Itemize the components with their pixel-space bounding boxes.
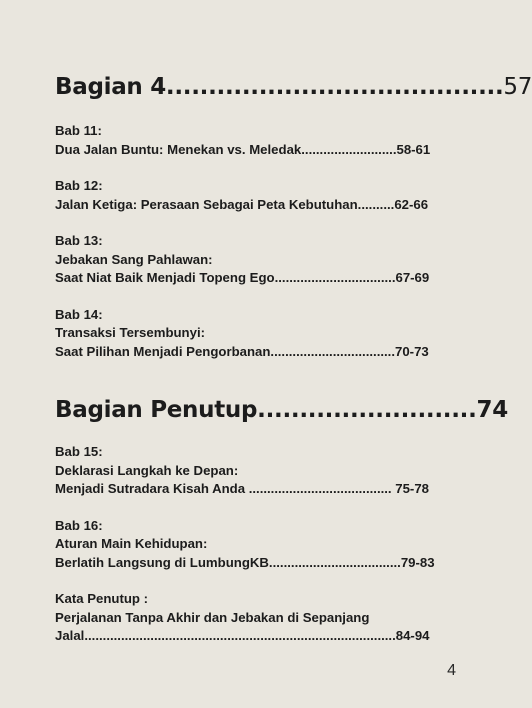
closing-section-page: 74 xyxy=(476,397,508,423)
chapter-subtitle: Aturan Main Kehidupan: xyxy=(55,536,208,551)
chapter-subtitle: Transaksi Tersembunyi: xyxy=(55,325,206,340)
part-4-heading xyxy=(55,72,532,102)
toc-entry-bab-13 xyxy=(55,232,435,288)
chapter-title-line: Saat Pilihan Menjadi Pengorbanan..................................70-73 xyxy=(55,343,429,359)
part-4-leader-dots: ........................................ xyxy=(165,74,504,100)
toc-entry-bab-11 xyxy=(55,122,435,159)
chapter-label: Bab 16: xyxy=(55,517,103,533)
table-of-contents xyxy=(55,72,532,664)
kata-penutup-subtitle: Perjalanan Tanpa Akhir dan Jebakan di Sepanjang xyxy=(55,609,370,625)
closing-leader-dots: .......................... xyxy=(257,397,477,423)
toc-entry-bab-12 xyxy=(55,177,435,214)
chapter-label: Bab 11: xyxy=(55,123,102,138)
toc-entry-bab-14 xyxy=(55,306,435,362)
part-4-page: 57 xyxy=(503,74,532,100)
kata-penutup-title-line: Jalal.....................................................................................84-94 xyxy=(55,628,430,643)
chapter-title-line: Jalan Ketiga: Perasaan Sebagai Peta Kebutuhan..........62-66 xyxy=(55,196,429,212)
chapter-title-line: Menjadi Sutradara Kisah Anda ....................................... 75-78 xyxy=(55,481,429,496)
chapter-label: Bab 15: xyxy=(55,444,103,459)
chapter-subtitle: Jebakan Sang Pahlawan: xyxy=(55,251,213,267)
kata-penutup-label: Kata Penutup : xyxy=(55,591,149,606)
closing-section-heading xyxy=(55,395,508,425)
chapter-title-line: Berlatih Langsung di LumbungKB....................................79-83 xyxy=(55,554,435,570)
chapter-title-line: Dua Jalan Buntu: Menekan vs. Meledak..........................58-61 xyxy=(55,141,431,157)
chapter-label: Bab 13: xyxy=(55,233,103,248)
chapter-title-line: Saat Niat Baik Menjadi Topeng Ego.................................67-69 xyxy=(55,270,430,285)
closing-section-title: Bagian Penutup xyxy=(55,397,258,423)
toc-entry-kata-penutup xyxy=(55,590,435,646)
chapter-subtitle: Deklarasi Langkah ke Depan: xyxy=(55,462,239,478)
chapter-label: Bab 12: xyxy=(55,178,103,193)
toc-entry-bab-16 xyxy=(55,517,435,573)
part-4-title: Bagian 4 xyxy=(55,74,166,100)
toc-entry-bab-15 xyxy=(55,443,435,499)
page-number: 4 xyxy=(447,662,456,679)
chapter-label: Bab 14: xyxy=(55,306,103,322)
